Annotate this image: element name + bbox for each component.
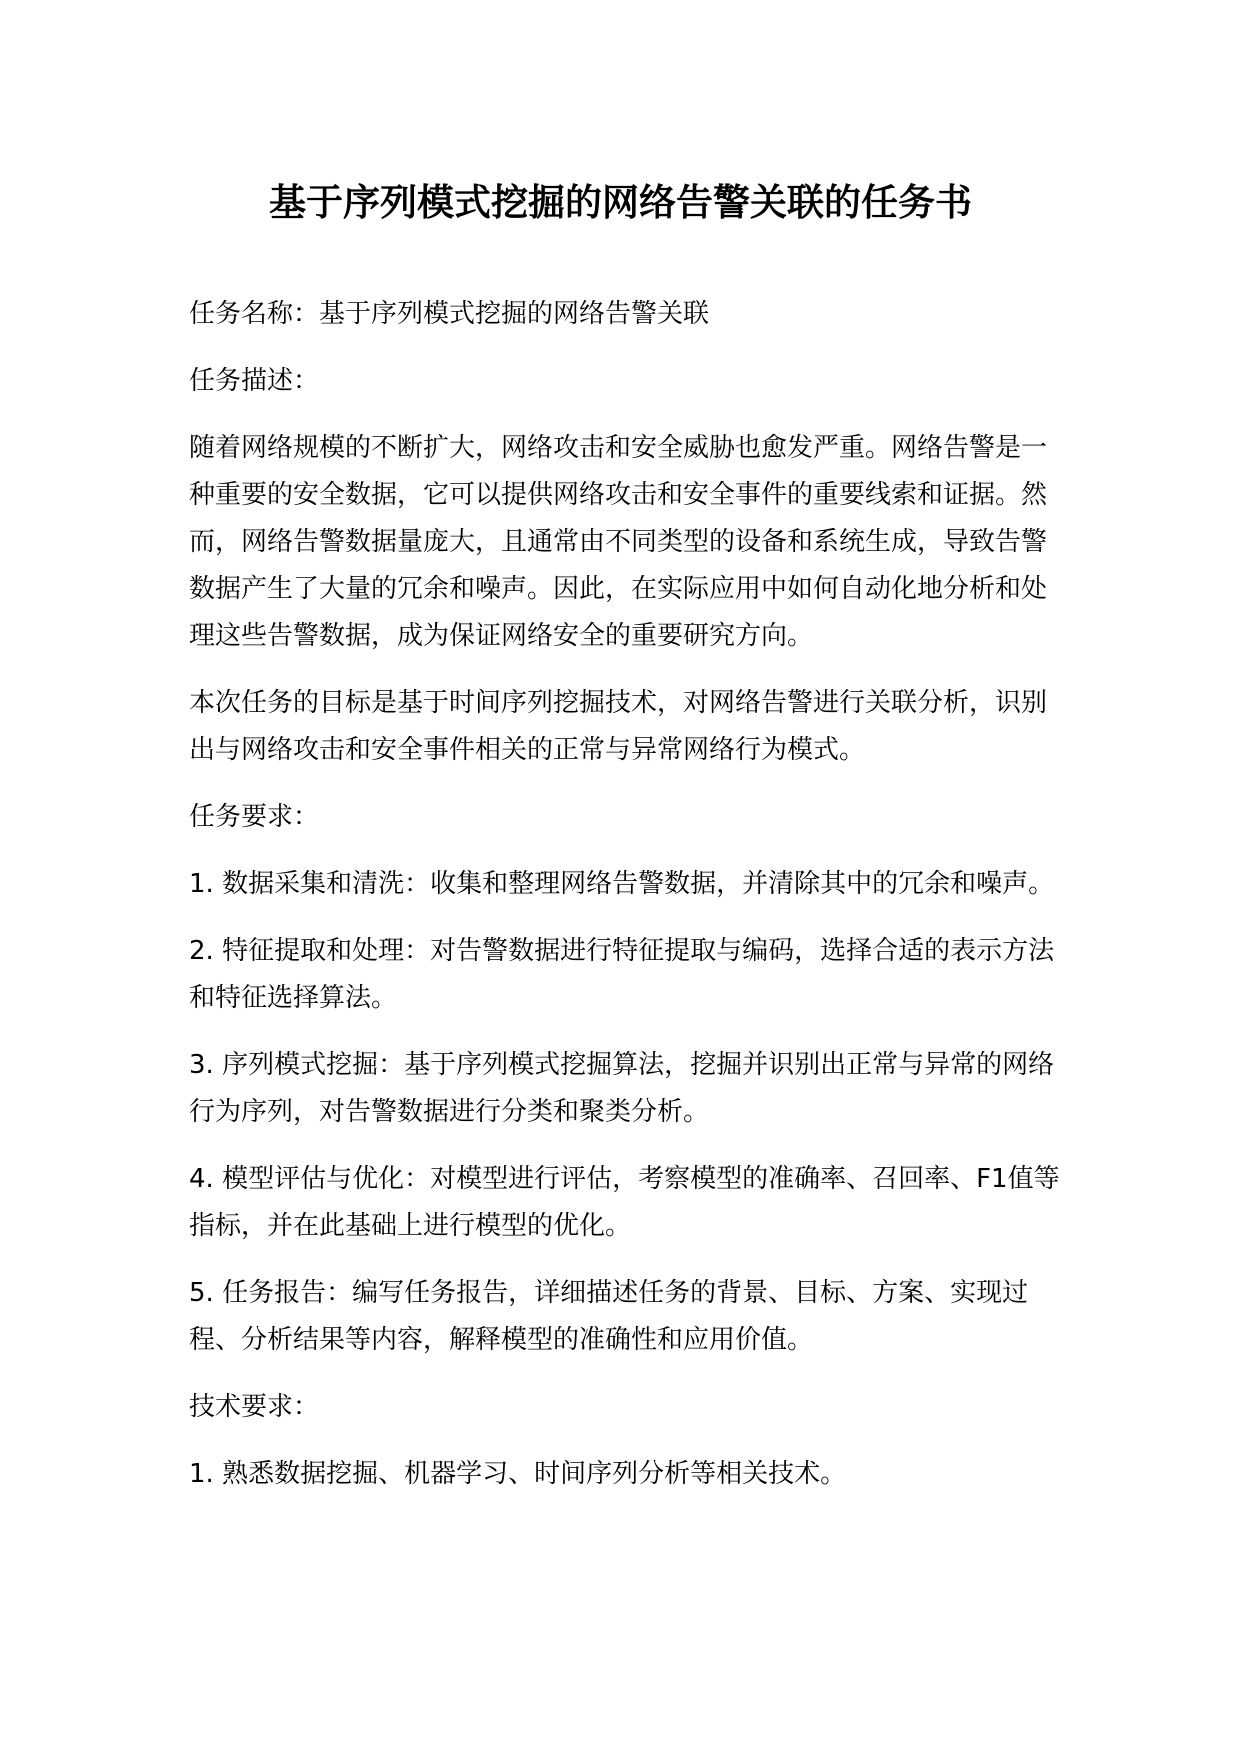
requirements-heading: 任务要求： [189,802,320,832]
description-heading: 任务描述： [189,366,320,396]
description-paragraph-1: 随着网络规模的不断扩大，网络攻击和安全威胁也愈发严重。网络告警是一种重要的安全数据，它可以提供网络攻击和安全事件的重要线索和证据。然而，网络告警数据量庞大，且通常由不同类型的设备和系统生成，导致告警数据产生了大量的冗余和噪声。因此，在实际应用中如何自动化地分析和处理这些告警数据，成为保证网络安全的重要研究方向。 [189,433,1048,651]
requirement-item: 5. 任务报告：编写任务报告，详细描述任务的背景、目标、方案、实现过程、分析结果等内容，解释模型的准确性和应用价值。 [189,1278,1029,1355]
requirement-item: 2. 特征提取和处理：对告警数据进行特征提取与编码，选择合适的表示方法和特征选择算法。 [189,936,1055,1013]
document-title: 基于序列模式挖掘的网络告警关联的任务书 [269,181,972,224]
tech-heading: 技术要求： [189,1392,320,1422]
requirement-item: 1. 数据采集和清洗：收集和整理网络告警数据，并清除其中的冗余和噪声。 [189,869,1055,899]
tech-requirement-item: 1. 熟悉数据挖掘、机器学习、时间序列分析等相关技术。 [189,1459,847,1489]
requirement-item: 4. 模型评估与优化：对模型进行评估，考察模型的准确率、召回率、F1值等指标，并在此基础上进行模型的优化。 [189,1164,1060,1241]
description-paragraph-2: 本次任务的目标是基于时间序列挖掘技术，对网络告警进行关联分析，识别出与网络攻击和安全事件相关的正常与异常网络行为模式。 [189,688,1048,765]
task-name: 任务名称：基于序列模式挖掘的网络告警关联 [189,299,710,329]
requirement-item: 3. 序列模式挖掘：基于序列模式挖掘算法，挖掘并识别出正常与异常的网络行为序列，对告警数据进行分类和聚类分析。 [189,1050,1055,1127]
document-body [189,291,1069,1518]
